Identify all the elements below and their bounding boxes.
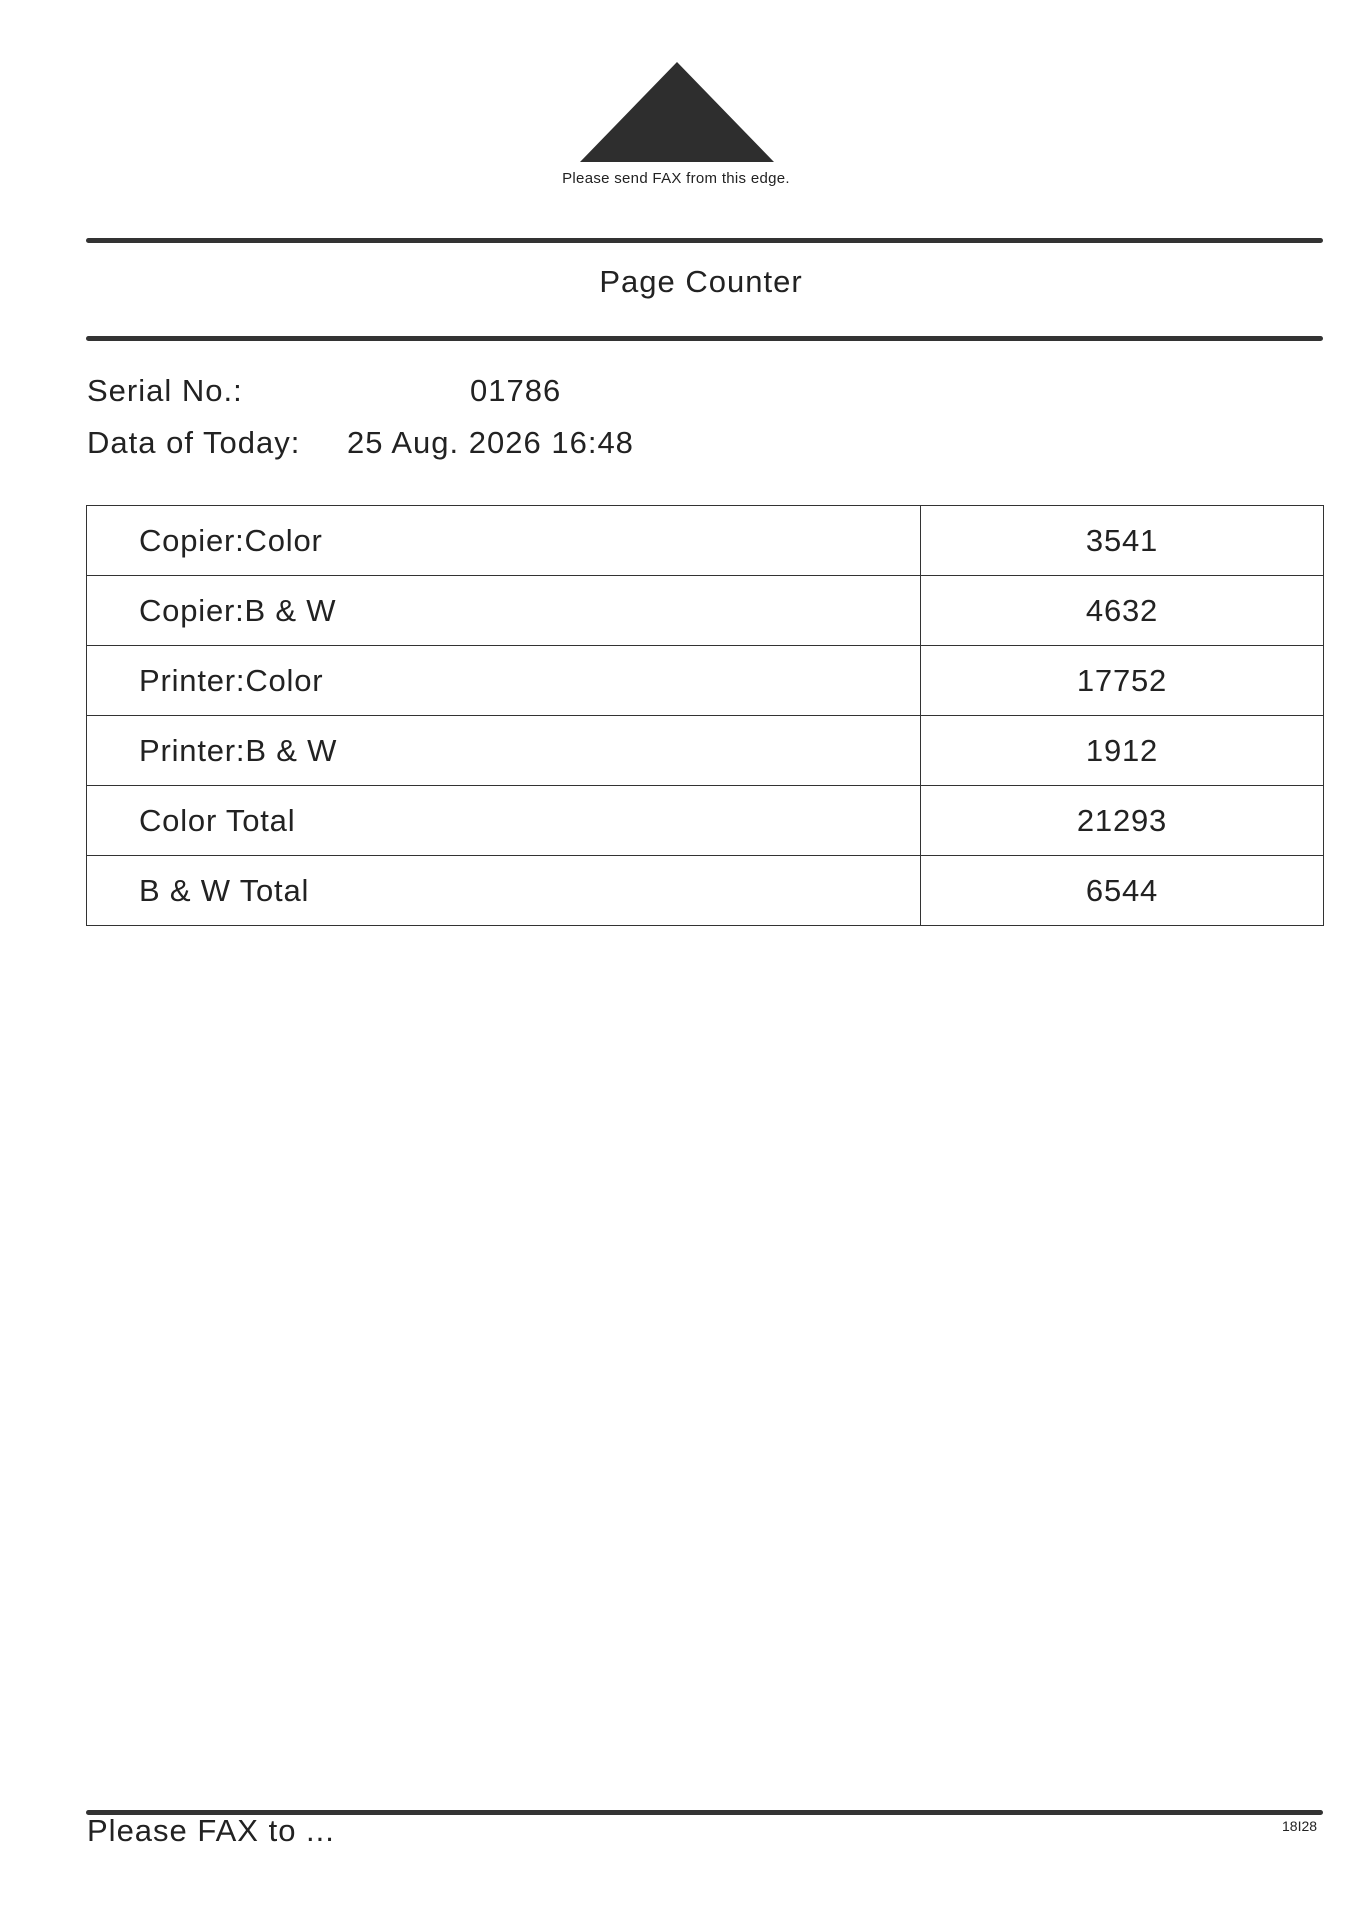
counter-value: 3541 [921,506,1324,576]
counter-label: Copier:B & W [87,576,921,646]
table-row [87,506,1324,576]
table-row [87,576,1324,646]
title-bottom-rule [86,336,1323,341]
table-row [87,856,1324,926]
page-counter-table [86,505,1324,926]
serial-number-value: 01786 [470,373,562,408]
fax-edge-note [0,170,1358,187]
counter-label: B & W Total [87,856,921,926]
table-row [87,646,1324,716]
table-row [87,786,1324,856]
table-row [87,716,1324,786]
counter-value: 6544 [921,856,1324,926]
title-top-rule [86,238,1323,243]
counter-label: Printer:B & W [87,716,921,786]
counter-value: 4632 [921,576,1324,646]
page-title [0,264,1358,300]
counter-label: Copier:Color [87,506,921,576]
fax-edge-arrow-icon [580,62,774,162]
fax-to-text: Please FAX to ... [87,1813,335,1848]
page-title-text: Page Counter [599,264,803,299]
counter-label: Printer:Color [87,646,921,716]
serial-number-label: Serial No.: [87,373,243,408]
fax-edge-note-text: Please send FAX from this edge. [562,170,790,187]
date-value: 25 Aug. 2026 16:48 [347,425,634,460]
form-code: 18I28 [1282,1818,1318,1834]
counter-value: 1912 [921,716,1324,786]
counter-label: Color Total [87,786,921,856]
counter-value: 17752 [921,646,1324,716]
date-label: Data of Today: [87,425,301,460]
counter-value: 21293 [921,786,1324,856]
